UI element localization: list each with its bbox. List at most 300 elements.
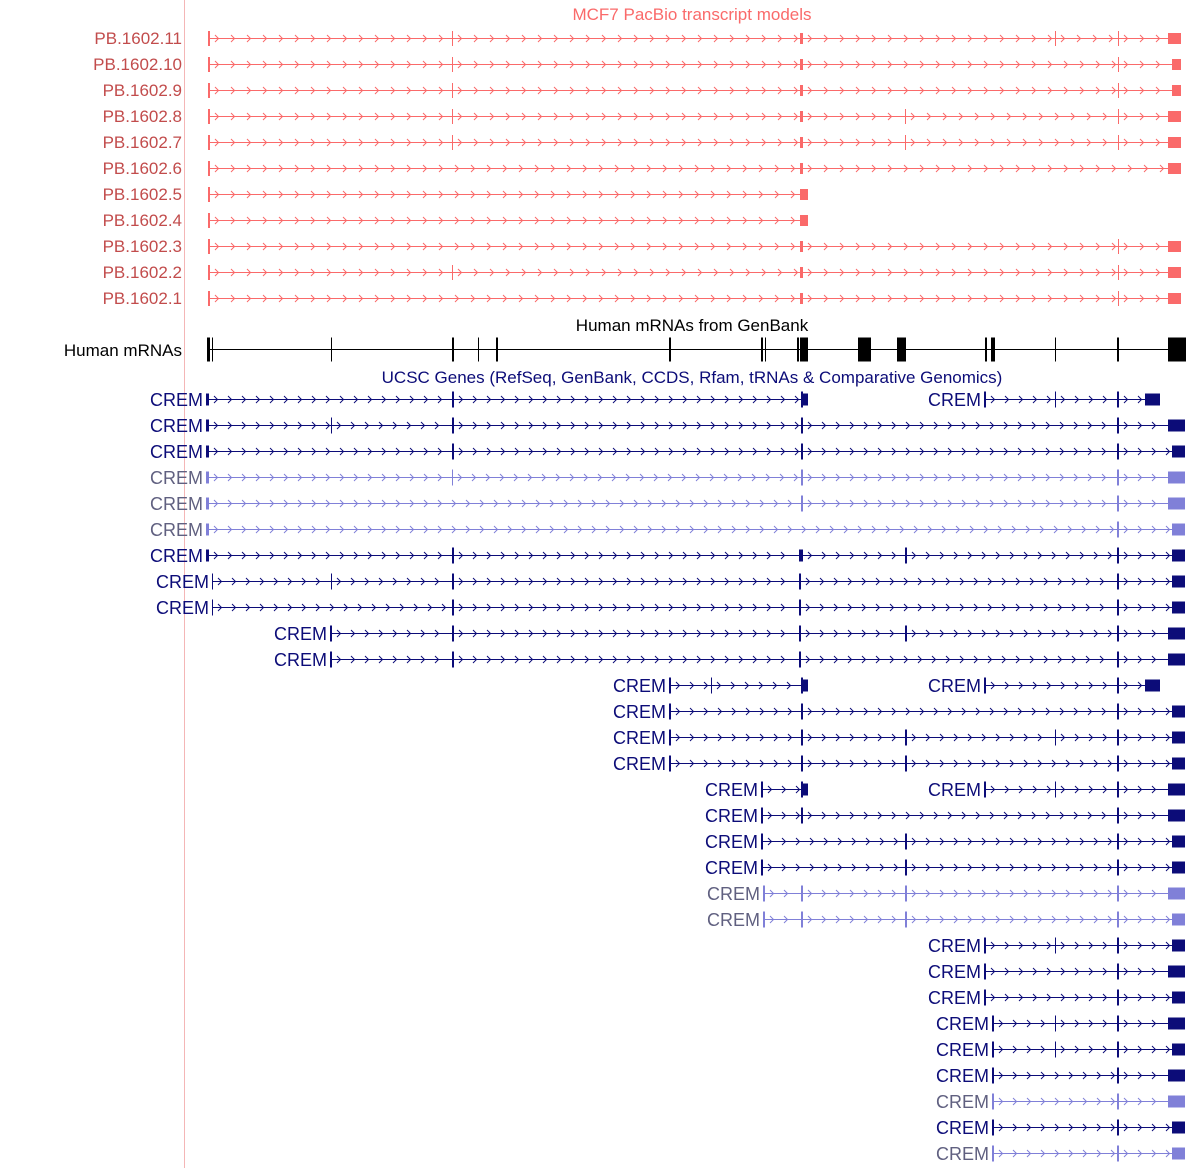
exon-block	[799, 574, 801, 590]
exon-block	[452, 57, 453, 72]
exon-block	[1055, 730, 1056, 746]
gene-model[interactable]	[613, 754, 1185, 774]
exon-block	[1117, 652, 1119, 668]
gene-label[interactable]: CREM	[150, 468, 203, 488]
exon-block	[1117, 470, 1119, 486]
exon-block	[1172, 1044, 1185, 1056]
pacbio-transcript[interactable]	[93, 55, 1181, 74]
exon-block	[1172, 85, 1181, 96]
exon-block	[1117, 678, 1119, 694]
exon-block	[1168, 33, 1181, 44]
exon-block	[800, 241, 803, 252]
exon-block	[452, 31, 453, 46]
exon-block	[801, 912, 803, 928]
exon-block	[905, 730, 907, 746]
exon-block	[208, 239, 210, 254]
exon-block	[858, 338, 871, 362]
exon-block	[1117, 1068, 1119, 1084]
exon-block	[331, 574, 332, 590]
exon-block	[763, 886, 765, 902]
gene-model[interactable]	[936, 1118, 1185, 1138]
gene-model[interactable]	[928, 390, 1160, 410]
gene-label[interactable]: CREM	[150, 494, 203, 514]
gene-label[interactable]: CREM	[936, 1040, 989, 1060]
pacbio-transcript[interactable]	[103, 81, 1181, 100]
exon-block	[800, 85, 803, 96]
gene-label[interactable]: CREM	[928, 676, 981, 696]
exon-block	[452, 626, 454, 642]
exon-block	[1117, 756, 1119, 772]
exon-block	[1055, 31, 1056, 46]
exon-block	[905, 626, 907, 642]
gene-label[interactable]: CREM	[274, 624, 327, 644]
exon-block	[1055, 1016, 1056, 1032]
exon-block	[1118, 265, 1119, 280]
exon-block	[452, 265, 453, 280]
exon-block	[330, 652, 332, 668]
gene-model[interactable]	[274, 624, 1185, 644]
exon-block	[1117, 860, 1119, 876]
exon-block	[1118, 109, 1119, 124]
gene-model[interactable]	[936, 1066, 1185, 1086]
gene-model[interactable]	[156, 598, 1185, 618]
exon-block	[761, 834, 763, 850]
gene-label[interactable]: CREM	[150, 442, 203, 462]
gene-label[interactable]: CREM	[150, 546, 203, 566]
exon-block	[711, 678, 712, 694]
exon-block	[452, 83, 453, 98]
exon-block	[1117, 1120, 1119, 1136]
gene-model[interactable]	[150, 546, 1185, 566]
exon-block	[1117, 990, 1119, 1006]
exon-block	[452, 574, 454, 590]
gene-label[interactable]: CREM	[613, 754, 666, 774]
exon-block	[1168, 1096, 1185, 1108]
exon-block	[206, 550, 209, 562]
gene-label[interactable]: CREM	[936, 1144, 989, 1164]
gene-model[interactable]	[707, 910, 1185, 930]
exon-block	[984, 678, 986, 694]
transcript-label[interactable]: PB.1602.8	[102, 107, 182, 126]
exon-block	[208, 213, 210, 228]
exon-block	[669, 730, 671, 746]
exon-block	[208, 83, 210, 98]
exon-block	[669, 704, 671, 720]
gene-label[interactable]: CREM	[928, 936, 981, 956]
exon-block	[905, 756, 907, 772]
exon-block	[1172, 602, 1185, 614]
pacbio-track	[93, 5, 1181, 308]
exon-block	[1117, 392, 1119, 408]
exon-block	[1117, 1146, 1119, 1162]
gene-label[interactable]: CREM	[705, 806, 758, 826]
gene-model[interactable]	[928, 780, 1185, 800]
gene-model[interactable]	[928, 988, 1185, 1008]
exon-block	[452, 392, 454, 408]
gene-model[interactable]	[936, 1040, 1185, 1060]
exon-block	[1117, 912, 1119, 928]
pacbio-transcript[interactable]	[103, 237, 1181, 256]
gene-label[interactable]: CREM	[707, 884, 760, 904]
exon-block	[1168, 1070, 1185, 1082]
pacbio-transcript[interactable]	[103, 263, 1181, 282]
mrna-track-title: Human mRNAs from GenBank	[575, 316, 809, 335]
gene-model[interactable]	[274, 650, 1185, 670]
gene-model[interactable]	[936, 1144, 1185, 1164]
exon-block	[1117, 522, 1119, 538]
exon-block	[212, 600, 213, 616]
exon-block	[992, 1120, 994, 1136]
gene-model[interactable]	[156, 572, 1185, 592]
exon-block	[452, 470, 453, 486]
pacbio-transcript[interactable]	[103, 159, 1181, 178]
exon-block	[452, 652, 454, 668]
gene-label[interactable]: CREM	[705, 858, 758, 878]
exon-block	[1168, 628, 1185, 640]
exon-block	[1117, 600, 1119, 616]
transcript-label[interactable]: PB.1602.9	[102, 81, 182, 100]
exon-block	[800, 293, 803, 304]
exon-block	[1172, 446, 1185, 458]
exon-block	[669, 756, 671, 772]
gene-model[interactable]	[936, 1092, 1185, 1112]
gene-model[interactable]	[150, 390, 808, 410]
exon-block	[803, 394, 808, 406]
exon-block	[800, 163, 803, 174]
exon-block	[799, 550, 803, 562]
gene-label[interactable]: CREM	[150, 520, 203, 540]
exon-block	[991, 338, 995, 362]
exon-block	[905, 860, 907, 876]
exon-block	[212, 574, 213, 590]
exon-block	[208, 291, 210, 306]
gene-model[interactable]	[928, 962, 1185, 982]
exon-block	[1117, 626, 1119, 642]
pacbio-transcript[interactable]	[103, 211, 808, 230]
exon-block	[1117, 444, 1119, 460]
exon-block	[1118, 31, 1119, 46]
exon-block	[208, 265, 210, 280]
exon-block	[330, 626, 332, 642]
exon-block	[206, 420, 209, 432]
gene-label[interactable]: CREM	[156, 598, 209, 618]
exon-block	[1168, 966, 1185, 978]
gene-model[interactable]	[613, 702, 1185, 722]
exon-block	[1168, 888, 1185, 900]
exon-block	[1168, 267, 1181, 278]
exon-block	[801, 756, 803, 772]
exon-block	[761, 860, 763, 876]
gene-label[interactable]: CREM	[936, 1066, 989, 1086]
gene-model[interactable]	[928, 676, 1160, 696]
gene-model[interactable]	[705, 780, 808, 800]
exon-block	[1168, 241, 1181, 252]
exon-block	[800, 215, 808, 226]
exon-block	[1172, 706, 1185, 718]
exon-block	[801, 470, 803, 486]
exon-block	[992, 1094, 994, 1110]
exon-block	[992, 1146, 994, 1162]
exon-block	[984, 990, 986, 1006]
exon-block	[803, 784, 808, 796]
ucsc-genes-track	[150, 368, 1185, 1164]
mrna-track-label[interactable]: Human mRNAs	[63, 341, 182, 360]
exon-block	[803, 680, 808, 692]
gene-model[interactable]	[705, 858, 1185, 878]
exon-block	[801, 444, 803, 460]
exon-block	[992, 1016, 994, 1032]
exon-block	[496, 338, 498, 362]
exon-block	[1172, 1148, 1185, 1160]
gene-model[interactable]	[705, 832, 1185, 852]
exon-block	[208, 187, 210, 202]
transcript-label[interactable]: PB.1602.4	[102, 211, 182, 230]
exon-block	[801, 808, 803, 824]
exon-block	[761, 338, 763, 362]
exon-block	[801, 704, 803, 720]
exon-block	[801, 782, 803, 798]
mrna-alignments	[207, 338, 1186, 362]
exon-block	[1117, 418, 1119, 434]
exon-block	[669, 678, 671, 694]
exon-block	[801, 886, 803, 902]
exon-block	[1172, 59, 1181, 70]
exon-block	[452, 338, 454, 362]
exon-block	[1055, 338, 1056, 362]
exon-block	[206, 472, 209, 484]
exon-block	[208, 57, 210, 72]
exon-block	[1172, 550, 1185, 562]
transcript-label[interactable]: PB.1602.1	[102, 289, 182, 308]
gene-label[interactable]: CREM	[936, 1118, 989, 1138]
mrna-dense-row[interactable]	[207, 338, 1186, 362]
exon-block	[669, 338, 671, 362]
exon-block	[1117, 938, 1119, 954]
exon-block	[1118, 83, 1119, 98]
gene-label[interactable]: CREM	[156, 572, 209, 592]
gene-label[interactable]: CREM	[613, 702, 666, 722]
gene-model[interactable]	[928, 936, 1185, 956]
exon-block	[1118, 239, 1119, 254]
exon-block	[1055, 938, 1056, 954]
exon-block	[897, 338, 906, 362]
exon-block	[992, 1042, 994, 1058]
exon-block	[763, 912, 765, 928]
exon-block	[331, 418, 332, 434]
exon-block	[761, 782, 763, 798]
exon-block	[801, 496, 803, 512]
ucsc-track-title: UCSC Genes (RefSeq, GenBank, CCDS, Rfam, tRNAs & Comparative Genomics)	[381, 368, 1003, 387]
exon-block	[1172, 836, 1185, 848]
transcript-label[interactable]: PB.1602.10	[93, 55, 182, 74]
exon-block	[206, 498, 209, 510]
exon-block	[984, 392, 986, 408]
gene-label[interactable]: CREM	[707, 910, 760, 930]
exon-block	[801, 392, 803, 408]
exon-block	[1168, 420, 1185, 432]
exon-block	[1172, 992, 1185, 1004]
exon-block	[1117, 886, 1119, 902]
exon-block	[1168, 810, 1185, 822]
exon-block	[800, 338, 808, 362]
exon-block	[800, 137, 803, 148]
exon-block	[984, 938, 986, 954]
gene-label[interactable]: CREM	[274, 650, 327, 670]
gene-label[interactable]: CREM	[936, 1092, 989, 1112]
exon-block	[1117, 704, 1119, 720]
transcript-label[interactable]: PB.1602.3	[102, 237, 182, 256]
exon-block	[1055, 782, 1056, 798]
exon-block	[800, 189, 808, 200]
gene-model[interactable]	[150, 520, 1185, 540]
exon-block	[992, 1068, 994, 1084]
exon-block	[1172, 940, 1185, 952]
gene-model[interactable]	[707, 884, 1185, 904]
exon-block	[905, 834, 907, 850]
exon-block	[1168, 137, 1181, 148]
exon-block	[801, 730, 803, 746]
exon-block	[331, 338, 332, 362]
exon-block	[208, 31, 210, 46]
exon-block	[208, 135, 210, 150]
pacbio-transcript[interactable]	[103, 289, 1181, 308]
exon-block	[761, 808, 763, 824]
exon-block	[1055, 392, 1056, 408]
gene-model[interactable]	[150, 442, 1185, 462]
exon-block	[765, 338, 766, 362]
exon-block	[206, 394, 209, 406]
pacbio-transcript[interactable]	[103, 107, 1181, 126]
exon-block	[207, 338, 210, 362]
exon-block	[208, 161, 210, 176]
exon-block	[1055, 1042, 1056, 1058]
exon-block	[1168, 498, 1185, 510]
exon-block	[478, 338, 479, 362]
transcript-label[interactable]: PB.1602.2	[102, 263, 182, 282]
pacbio-transcript[interactable]	[94, 29, 1181, 48]
gene-label[interactable]: CREM	[928, 962, 981, 982]
exon-block	[984, 782, 986, 798]
gene-model[interactable]	[613, 728, 1185, 748]
exon-block	[1117, 730, 1119, 746]
exon-block	[1168, 293, 1181, 304]
exon-block	[212, 338, 213, 362]
exon-block	[1168, 1018, 1185, 1030]
exon-block	[1117, 1094, 1119, 1110]
transcript-label[interactable]: PB.1602.6	[102, 159, 182, 178]
exon-block	[452, 600, 454, 616]
gene-model[interactable]	[150, 494, 1185, 514]
gene-label[interactable]: CREM	[705, 780, 758, 800]
exon-block	[1172, 1122, 1185, 1134]
exon-block	[1168, 338, 1186, 362]
exon-block	[452, 548, 454, 564]
exon-block	[1168, 111, 1181, 122]
exon-block	[452, 444, 454, 460]
ucsc-gene-models	[150, 390, 1185, 1164]
gene-label[interactable]: CREM	[928, 780, 981, 800]
gene-label[interactable]: CREM	[705, 832, 758, 852]
pacbio-transcripts	[93, 29, 1181, 308]
exon-block	[905, 912, 907, 928]
exon-block	[800, 111, 803, 122]
exon-block	[905, 109, 906, 124]
exon-block	[905, 548, 907, 564]
gene-label[interactable]: CREM	[936, 1014, 989, 1034]
gene-model[interactable]	[150, 468, 1185, 488]
gene-model[interactable]	[936, 1014, 1185, 1034]
exon-block	[1145, 680, 1160, 692]
exon-block	[1117, 574, 1119, 590]
exon-block	[801, 418, 803, 434]
gene-label[interactable]: CREM	[613, 676, 666, 696]
exon-block	[984, 964, 986, 980]
exon-block	[985, 338, 987, 362]
exon-block	[801, 678, 803, 694]
pacbio-transcript[interactable]	[103, 133, 1181, 152]
exon-block	[800, 267, 803, 278]
gene-model[interactable]	[613, 676, 808, 696]
exon-block	[1118, 57, 1119, 72]
exon-block	[1117, 964, 1119, 980]
gene-label[interactable]: CREM	[928, 988, 981, 1008]
transcript-label[interactable]: PB.1602.11	[94, 29, 182, 48]
exon-block	[452, 418, 454, 434]
gene-label[interactable]: CREM	[613, 728, 666, 748]
exon-block	[1168, 163, 1181, 174]
gene-label[interactable]: CREM	[150, 390, 203, 410]
exon-block	[1117, 1042, 1119, 1058]
exon-block	[1168, 784, 1185, 796]
exon-block	[1117, 338, 1119, 362]
exon-block	[1172, 914, 1185, 926]
exon-block	[800, 33, 803, 44]
exon-block	[1117, 1016, 1119, 1032]
gene-model[interactable]	[705, 806, 1185, 826]
gene-model[interactable]	[150, 416, 1185, 436]
exon-block	[905, 886, 907, 902]
exon-block	[1117, 782, 1119, 798]
exon-block	[206, 446, 209, 458]
exon-block	[1172, 576, 1185, 588]
exon-block	[799, 652, 801, 668]
mrna-track	[64, 316, 1186, 362]
exon-block	[1172, 732, 1185, 744]
exon-block	[1172, 862, 1185, 874]
pacbio-transcript[interactable]	[103, 185, 808, 204]
exon-block	[452, 109, 453, 124]
exon-block	[1145, 394, 1160, 406]
exon-block	[1172, 758, 1185, 770]
exon-block	[799, 626, 801, 642]
exon-block	[452, 135, 453, 150]
gene-label[interactable]: CREM	[150, 416, 203, 436]
exon-block	[208, 109, 210, 124]
transcript-label[interactable]: PB.1602.5	[102, 185, 182, 204]
exon-block	[1117, 834, 1119, 850]
gene-label[interactable]: CREM	[928, 390, 981, 410]
exon-block	[1168, 654, 1185, 666]
pacbio-track-title: MCF7 PacBio transcript models	[572, 5, 812, 24]
exon-block	[1168, 472, 1185, 484]
exon-block	[1117, 548, 1119, 564]
exon-block	[799, 600, 801, 616]
exon-block	[1118, 291, 1119, 306]
exon-block	[206, 524, 209, 536]
exon-block	[800, 59, 803, 70]
exon-block	[905, 135, 906, 150]
transcript-label[interactable]: PB.1602.7	[102, 133, 182, 152]
